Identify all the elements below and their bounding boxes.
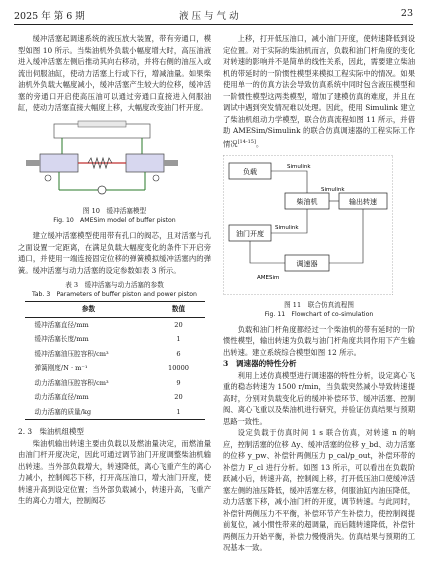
parameters-table bbox=[25, 301, 205, 420]
flow-simulink-label: Simulink bbox=[287, 164, 311, 171]
flow-simulink-label: Simulink bbox=[321, 187, 345, 194]
table-cell: 10000 bbox=[168, 364, 189, 372]
figure-10-caption: 图 10 缓冲活塞模型 bbox=[82, 207, 147, 215]
left-column bbox=[18, 33, 211, 507]
table-row bbox=[25, 376, 205, 391]
page-header bbox=[14, 8, 413, 22]
table-3-title-en: Tab. 3 Parameters of buffer piston and power piston bbox=[32, 291, 197, 298]
paragraph: 上移，打开低压油口，减小油门开度，使转速降低到设定位置。对于实际的柴油机而言，负载和油门杆角度的变化对转速的影响并不是简单的线性关系，因此，需要建立柴油机的带延时的一阶惯性模型来模拟工程实际中的情况。如果使用单一的仿真方法会导致仿真系统中同时包含液压模型和一阶惯性模型这两类模型，增加了建模仿真的难度，并且在调试中遇到突发情况难以处理。因此，使用 Simulink 建立了柴油机组动力学模型，联合仿真流程如图 11 所示，并借助 AMESim/Simulink 的联合仿真调速器的工程实际工作情况[14-15]。 bbox=[223, 34, 415, 148]
right-column bbox=[223, 33, 415, 554]
table-row bbox=[25, 347, 205, 362]
subsection-heading: 2. 3 柴油机组模型 bbox=[18, 427, 84, 436]
paragraph: 建立缓冲活塞模型使用带有孔口的阀芯，且对活塞与孔之面设置一定距离，在满足负载大幅度变化的条件下开启旁通口，并使用一端连接固定位移的弹簧模拟缓冲活塞内的弹簧。缓冲活塞与动力活塞的设定参数如表 3 所示。 bbox=[18, 231, 211, 275]
table-cell: 1 bbox=[153, 405, 205, 420]
paragraph: 利用上述仿真模型进行调速器的特性分析，设定离心飞重的稳态转速为 1500 r/min，当负载突然减小导致转速提高时，分别对负载变化后的缓冲补偿环节、缓冲活塞、控制阀、离心飞重以及柴油机进行研究，并验证仿真结果与预期思路一致性。 bbox=[223, 370, 415, 426]
co-simulation-flowchart bbox=[223, 155, 393, 295]
table-cell: 缓冲活塞油压腔容积/cm³ bbox=[34, 349, 109, 358]
buffer-piston-model-figure bbox=[18, 120, 186, 202]
flow-load-label: 负载 bbox=[243, 168, 257, 177]
table-row bbox=[25, 405, 205, 420]
paragraph: 缓冲活塞起调速系统的液压放大装置，带有旁通口，模型如图 10 所示。当柴油机外负载小幅度增大时，高压油液进入缓冲活塞左侧后推动其向右移动，并将右侧的油压入或流出伺服油缸，使动力活塞上行或下行，增减油量。如果柴油机外负载大幅度减小，缓冲活塞产生较大的位移，缓冲活塞的旁通口开启使高压油可以通过旁通口直接进入伺服油缸，使动力活塞直接大幅度上移，大幅度改变油门杆开度。 bbox=[18, 34, 211, 112]
table-header-param: 参数 bbox=[25, 302, 153, 318]
paragraph: 设定负载于仿真时间 1 s 联合仿真，对转速 n 的响应，控制活塞的位移 Δy、缓冲活塞的位移 y_bd、动力活塞的位移 y_pw、补偿针两侧压力 p_cal/p_out，补偿环带的补偿力 F_cl 进行分析。如图 13 所示，可以看出在负载阶跃减小后，转速升高，控制阀上移，打开低压油口使缓冲活塞左侧的油压降低，缓冲活塞左移，伺服油缸内油压降低，动力活塞下移，减小油门杆的开度，调节转速。与此同时，补偿针两侧压力不平衡，补偿环节产生补偿力，使控制阀提前复位，减小惯性带来的超调量，而后随转速降低，补偿针两侧压力开始平衡，补偿力慢慢消失。仿真结果与预期的工况基本一致。 bbox=[223, 428, 415, 553]
table-cell: 缓冲活塞长度/mm bbox=[34, 335, 89, 343]
table-3-title: 表 3 缓冲活塞与动力活塞的参数 bbox=[65, 281, 164, 289]
paragraph: 柴油机输出转速主要由负载以及燃油量决定，而燃油量由油门杆开度决定，因此可通过调节油门开度调整柴油机输出转速。当外部负载增大，转速降低，离心飞重产生的离心力减小，控制阀芯下移，打开高压油口，增大油门开度，使转速升高到设定位置；当外部负载减小，转速升高，飞重产生的离心力增大，控制阀芯 bbox=[18, 438, 211, 505]
table-row bbox=[25, 390, 205, 405]
flow-simulink-label: Simulink bbox=[275, 225, 299, 232]
table-cell: 1 bbox=[176, 335, 181, 343]
paragraph-text: 上移，打开低压油口，减小油门开度，使转速降低到设定位置。对于实际的柴油机而言，负载和油门杆角度的变化对转速的影响并不是简单的线性关系，因此，需要建立柴油机的带延时的一阶惯性模型来模拟工程实际中的情况。如果使用单一的仿真方法会导致仿真系统中同时包含液压模型和一阶惯性模型这两类模型，增加了建模仿真的难度，并且在调试中遇到突发情况难以处理。因此，使用 Simulink 建立了柴油机组动力学模型，联合仿真流程如图 11 所示，并借助 AMESim/Simulink 的联合仿真调速器的工程实际工作情况 bbox=[223, 34, 415, 148]
figure-11-caption: 图 11 联合仿真流程图 bbox=[284, 300, 354, 309]
citation: [14-15] bbox=[237, 138, 256, 145]
flow-throttle-label: 油门开度 bbox=[236, 230, 264, 239]
table-cell: 20 bbox=[174, 393, 183, 401]
table-cell: 20 bbox=[174, 320, 183, 329]
header-rule bbox=[14, 24, 413, 25]
journal-title: 液 压 与 气 动 bbox=[179, 11, 239, 22]
issue-label: 2025 年 第 6 期 bbox=[14, 11, 85, 22]
table-row bbox=[25, 361, 205, 376]
paragraph: 负载和油门杆角度都经过一个柴油机的带有延时的一阶惯性模型，输出转速为负载与油门杆角度共同作用下产生输出转速。建立系统综合模型如图 12 所示。 bbox=[223, 324, 415, 357]
page-number: 23 bbox=[400, 8, 413, 19]
flow-amesim-label: AMESim bbox=[257, 275, 280, 282]
table-header-value: 数值 bbox=[153, 302, 205, 318]
flow-engine-label: 柴油机 bbox=[296, 198, 318, 207]
table-cell: 动力活塞的质量/kg bbox=[25, 405, 153, 420]
table-cell: 动力活塞油压腔容积/cm³ bbox=[34, 378, 109, 387]
table-cell: 9 bbox=[176, 378, 181, 387]
table-cell: 动力活塞直径/mm bbox=[34, 393, 89, 401]
table-cell: 弹簧刚度/N · m⁻¹ bbox=[34, 364, 88, 372]
table-cell: 6 bbox=[176, 349, 181, 358]
section-heading: 3 调速器的特性分析 bbox=[223, 359, 297, 369]
table-cell: 缓冲活塞直径/mm bbox=[34, 320, 89, 329]
figure-10-caption-en: Fig. 10 AMESim model of buffer piston bbox=[53, 217, 176, 224]
table-row bbox=[25, 332, 205, 347]
flow-governor-label: 调速器 bbox=[296, 260, 318, 269]
figure-11-caption-en: Fig. 11 Flowchart of co-simulation bbox=[264, 310, 374, 318]
flow-speed-label: 输出转速 bbox=[349, 198, 377, 207]
table-row bbox=[25, 317, 205, 332]
